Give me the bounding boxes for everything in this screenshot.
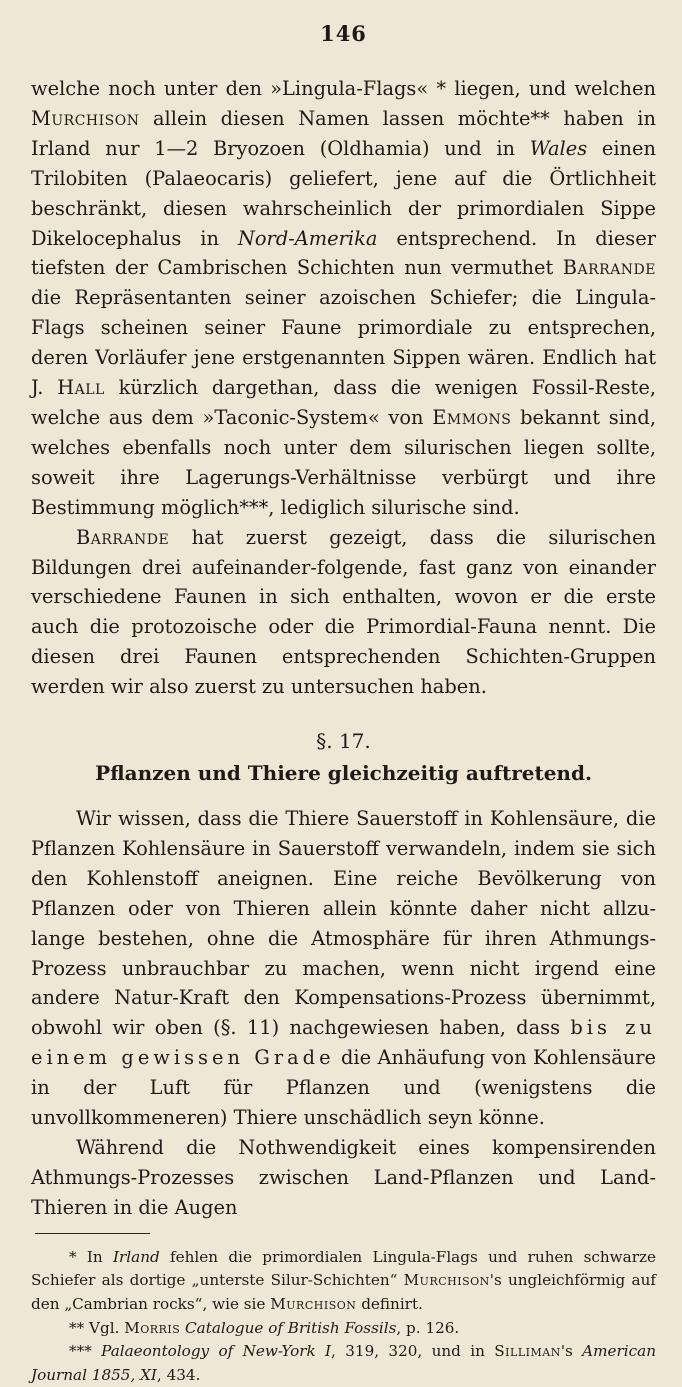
page-number: 146 xyxy=(320,21,367,46)
book-title: Catalogue of British Fossils xyxy=(180,1318,397,1337)
journal-title: American Journal 1855, XI xyxy=(31,1342,656,1384)
paragraph-compensation: Während die Nothwendigkeit eines kompensirenden Athmungs-Prozesses zwischen Land-Pflanzen und Land-Thieren in die Augen xyxy=(31,1136,656,1219)
author-hall: Hall xyxy=(57,376,105,400)
author-silliman: Silliman xyxy=(494,1342,561,1361)
paragraph-barrande-faunas: Barrande hat zuerst gezeigt, dass die silurischen Bildungen drei aufeinander-folgende, fast ganz von einander verschiedene Faunen in sich enthalten, wovon er die erste auch die protozoische oder die Primordial-Fauna nennt. Die diesen drei Faunen entsprechenden Schichten-Gruppen werden wir also zuerst zu untersuchen haben. xyxy=(31,525,656,699)
author-murchison: Murchison xyxy=(31,106,140,130)
author-murchison: Murchison xyxy=(403,1271,490,1290)
paragraph-lingula-flags: welche noch unter den »Lingula-Flags« * liegen, und welchen Murchison allein diesen Namen lassen möchte** haben in Irland nur 1—2 Bryozoen (Oldhamia) und in Wales einen Trilobiten (Palaeocaris) geliefert, jene auf die Örtlichheit beschränkt, diesen wahrscheinlich der primordialen Sippe Dikelocephalus in Nord-Amerika entsprechend. In dieser tiefsten der Cambrischen Schichten nun vermuthet Barrande die Repräsentanten seiner azoischen Schiefer; die Lingula-Flags scheinen seiner Faune primordiale zu entsprechen, deren Vorläufer jene erstgenannten Sippen wären. Endlich hat J. Hall kürzlich dargethan, dass die wenigen Fossil-Reste, welche aus dem »Taconic-System« von Emmons bekannt sind, welches ebenfalls noch unter dem silurischen liegen sollte, soweit ihre Lagerungs-Verhältnisse verbürgt und ihre Bestimmung möglich***, lediglich silurische sind. xyxy=(31,77,656,519)
author-barrande: Barrande xyxy=(76,525,170,549)
footnotes xyxy=(31,1246,656,1387)
footnote-3: *** Palaeontology of New-York I, 319, 320, und in Silliman's American Journal 1855, XI, 434. xyxy=(31,1342,656,1384)
author-morris: Morris xyxy=(124,1318,181,1337)
spaced-emphasis: bis zu einem gewissen Grade xyxy=(31,1016,656,1070)
footnote-1: * In Irland fehlen die primordialen Lingula-Flags und ruhen schwarze Schiefer als dortige „unterste Silur-Schichten“ Murchison's ungleichförmig auf den „Cambrian rocks“, wie sie Murchison definirt. xyxy=(31,1247,656,1313)
footnote-divider xyxy=(35,1233,150,1234)
place-nord-amerika: Nord-Amerika xyxy=(237,226,378,250)
author-murchison: Murchison xyxy=(270,1294,357,1313)
place-irland: Irland xyxy=(113,1247,160,1266)
section-title: Pflanzen und Thiere gleichzeitig auftretend. xyxy=(95,761,592,786)
author-barrande: Barrande xyxy=(562,256,656,280)
author-emmons: Emmons xyxy=(432,405,512,429)
place-wales: Wales xyxy=(529,136,588,160)
paragraph-respiration: Wir wissen, dass die Thiere Sauerstoff in Kohlensäure, die Pflanzen Kohlensäure in Sauerstoff verwandeln, indem sie sich den Kohlenstoff aneignen. Eine reiche Bevölkerung von Pflanzen oder von Thieren allein könnte daher nicht allzu-lange bestehen, ohne die Atmosphäre für ihren Athmungs-Prozess unbrauchbar zu machen, wenn nicht irgend eine andere Natur-Kraft den Kompensations-Prozess übernimmt, obwohl wir oben (§. 11) nachgewiesen haben, dass bis zu einem gewissen Grade die Anhäufung von Kohlensäure in der Luft für Pflanzen und (wenigstens die unvollkommeneren) Thiere unschädlich seyn könne. xyxy=(31,807,656,1130)
book-title: Palaeontology of New-York I xyxy=(101,1342,332,1361)
footnote-2: ** Vgl. Morris Catalogue of British Fossils, p. 126. xyxy=(69,1318,460,1337)
section-number: §. 17. xyxy=(316,729,371,754)
